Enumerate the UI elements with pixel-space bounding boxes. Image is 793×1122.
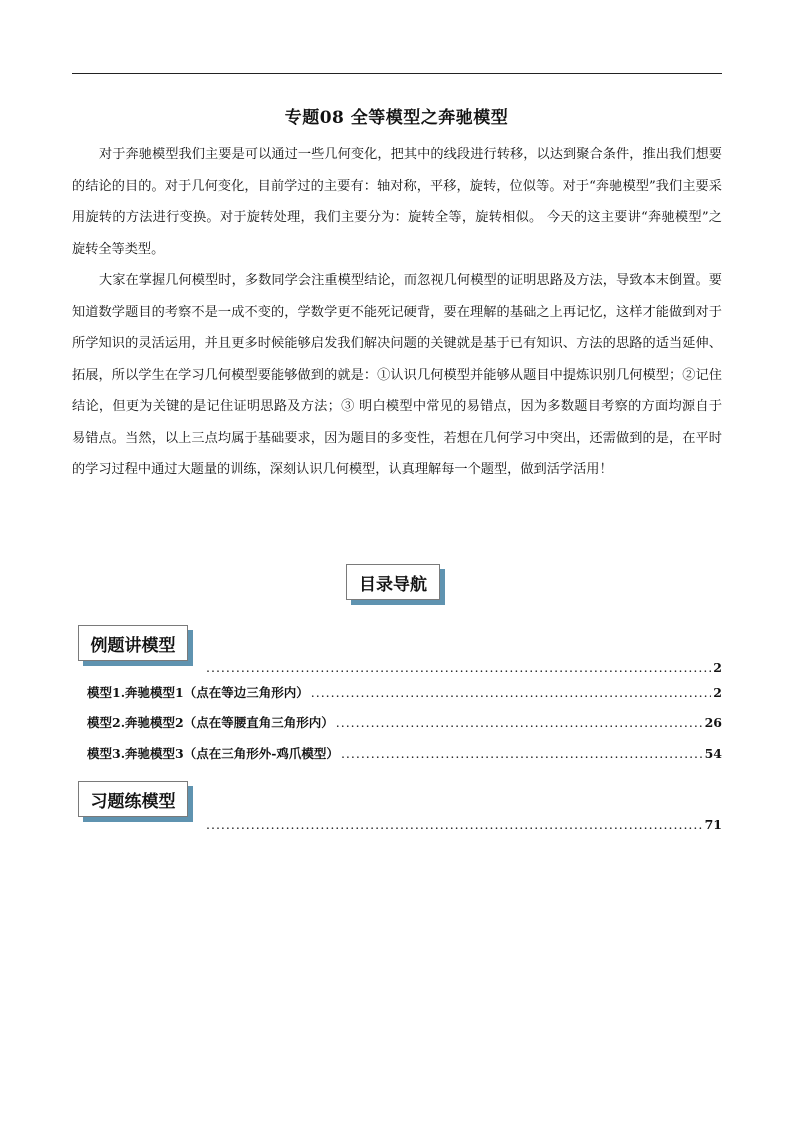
header-rule [72,73,722,74]
toc-leader-dots [311,685,712,700]
toc-entry-model-1[interactable] [87,683,722,701]
toc-page-number: 2 [713,685,722,700]
toc-section-exercises[interactable]: 习题练模型 [78,781,188,817]
method-paragraph: 大家在掌握几何模型时，多数同学会注重模型结论，而忽视几何模型的证明思路及方法，导致本末倒置。要知道数学题目的考察不是一成不变的，学数学更不能死记硬背，要在理解的基础之上再记忆，这样才能做到对于所学知识的灵活运用，并且更多时候能够启发我们解决问题的关键就是基于已有知识、方法的思路的适当延伸、拓展，所以学生在学习几何模型要能够做到的就是：①认识几何模型并能够从题目中提炼识别几何模型；②记住结论，但更为关键的是记住证明思路及方法；③ 明白模型中常见的易错点，因为多数题目考察的方面均源自于易错点。当然，以上三点均属于基础要求，因为题目的多变性，若想在几何学习中突出，还需做到的是，在平时的学习过程中通过大题量的训练，深刻认识几何模型，认真理解每一个题型，做到活学活用！ [72,273,723,477]
toc-leader-dots [336,715,703,730]
toc-heading: 目录导航 [346,564,440,600]
toc-leader-dots [206,817,703,832]
toc-entry-model-3[interactable] [87,744,722,762]
toc-entry-label: 模型3.奔驰模型3（点在三角形外-鸡爪模型） [87,746,339,761]
toc-leader-dots [341,746,703,761]
toc-entry-examples[interactable] [204,660,722,675]
toc-page-number: 71 [704,817,722,832]
toc-page-number: 54 [704,746,722,761]
toc-page-number: 26 [704,715,722,730]
toc-page-number: 2 [713,660,722,675]
document-title: 专题08 全等模型之奔驰模型 [284,108,509,128]
toc-entry-model-2[interactable] [87,713,722,731]
toc-section-examples[interactable]: 例题讲模型 [78,625,188,661]
intro-paragraph: 对于奔驰模型我们主要是可以通过一些几何变化，把其中的线段进行转移，以达到聚合条件，推出我们想要的结论的目的。对于几何变化，目前学过的主要有：轴对称，平移，旋转，位似等。对于“奔驰模型”我们主要采用旋转的方法进行变换。对于旋转处理，我们主要分为：旋转全等，旋转相似。 今天的这主要讲“奔驰模型”之旋转全等类型。 [72,147,722,257]
toc-entry-label: 模型1.奔驰模型1（点在等边三角形内） [87,685,309,700]
toc-leader-dots [206,660,711,675]
toc-entry-label: 模型2.奔驰模型2（点在等腰直角三角形内） [87,715,334,730]
toc-entry-exercises[interactable] [204,817,722,832]
